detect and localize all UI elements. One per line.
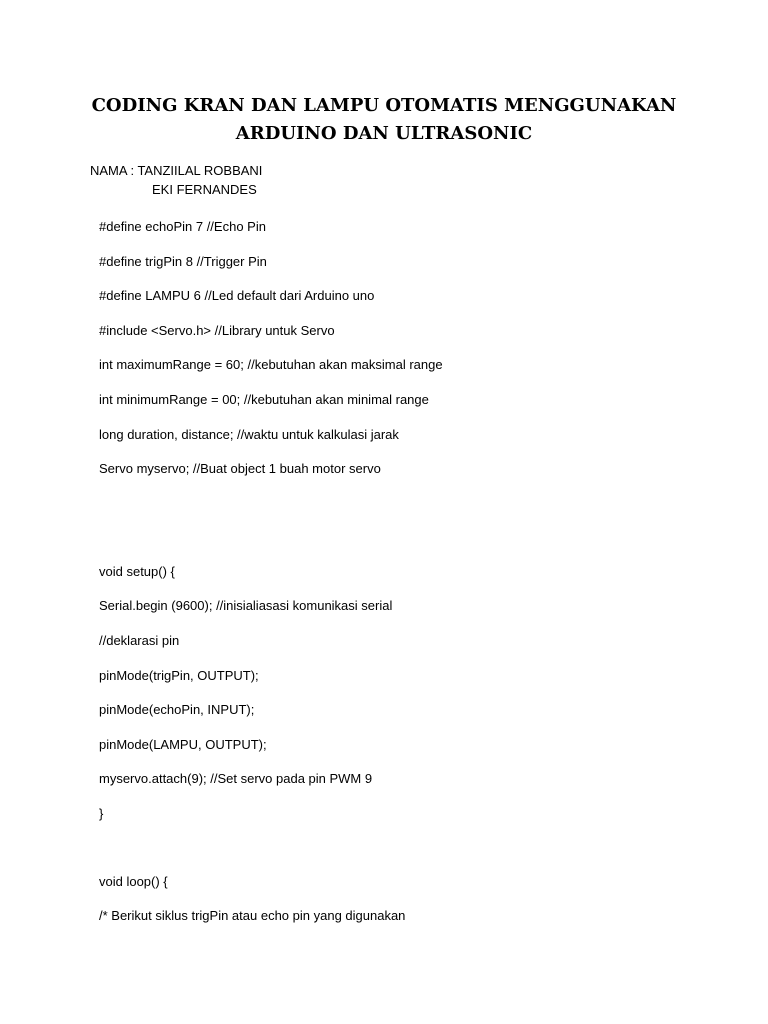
document-title-line-1: CODING KRAN DAN LAMPU OTOMATIS MENGGUNAKAN — [91, 95, 677, 116]
document-title-line-2: ARDUINO DAN ULTRASONIC — [235, 123, 533, 144]
code-line: Serial.begin (9600); //inisialiasasi komunikasi serial — [99, 598, 393, 613]
code-line: //deklarasi pin — [99, 633, 180, 648]
author-line-2: EKI FERNANDES — [152, 182, 257, 197]
code-line: int maximumRange = 60; //kebutuhan akan maksimal range — [99, 357, 443, 372]
code-line: pinMode(LAMPU, OUTPUT); — [99, 737, 267, 752]
code-line: void setup() { — [99, 564, 175, 579]
code-line: #define echoPin 7 //Echo Pin — [99, 219, 266, 234]
code-line: myservo.attach(9); //Set servo pada pin PWM 9 — [99, 771, 373, 786]
author-line-1: NAMA : TANZIILAL ROBBANI — [90, 163, 263, 178]
code-line: #include <Servo.h> //Library untuk Servo — [99, 323, 335, 338]
code-line: #define trigPin 8 //Trigger Pin — [99, 254, 267, 269]
code-line: pinMode(trigPin, OUTPUT); — [99, 668, 259, 683]
code-line: Servo myservo; //Buat object 1 buah motor servo — [99, 461, 381, 476]
code-line: pinMode(echoPin, INPUT); — [99, 702, 255, 717]
code-line: /* Berikut siklus trigPin atau echo pin yang digunakan — [99, 908, 406, 923]
code-line: int minimumRange = 00; //kebutuhan akan minimal range — [99, 392, 429, 407]
code-line: void loop() { — [99, 874, 168, 889]
code-line: #define LAMPU 6 //Led default dari Arduino uno — [99, 288, 375, 303]
code-line: } — [99, 806, 104, 821]
code-line: long duration, distance; //waktu untuk kalkulasi jarak — [99, 427, 399, 442]
